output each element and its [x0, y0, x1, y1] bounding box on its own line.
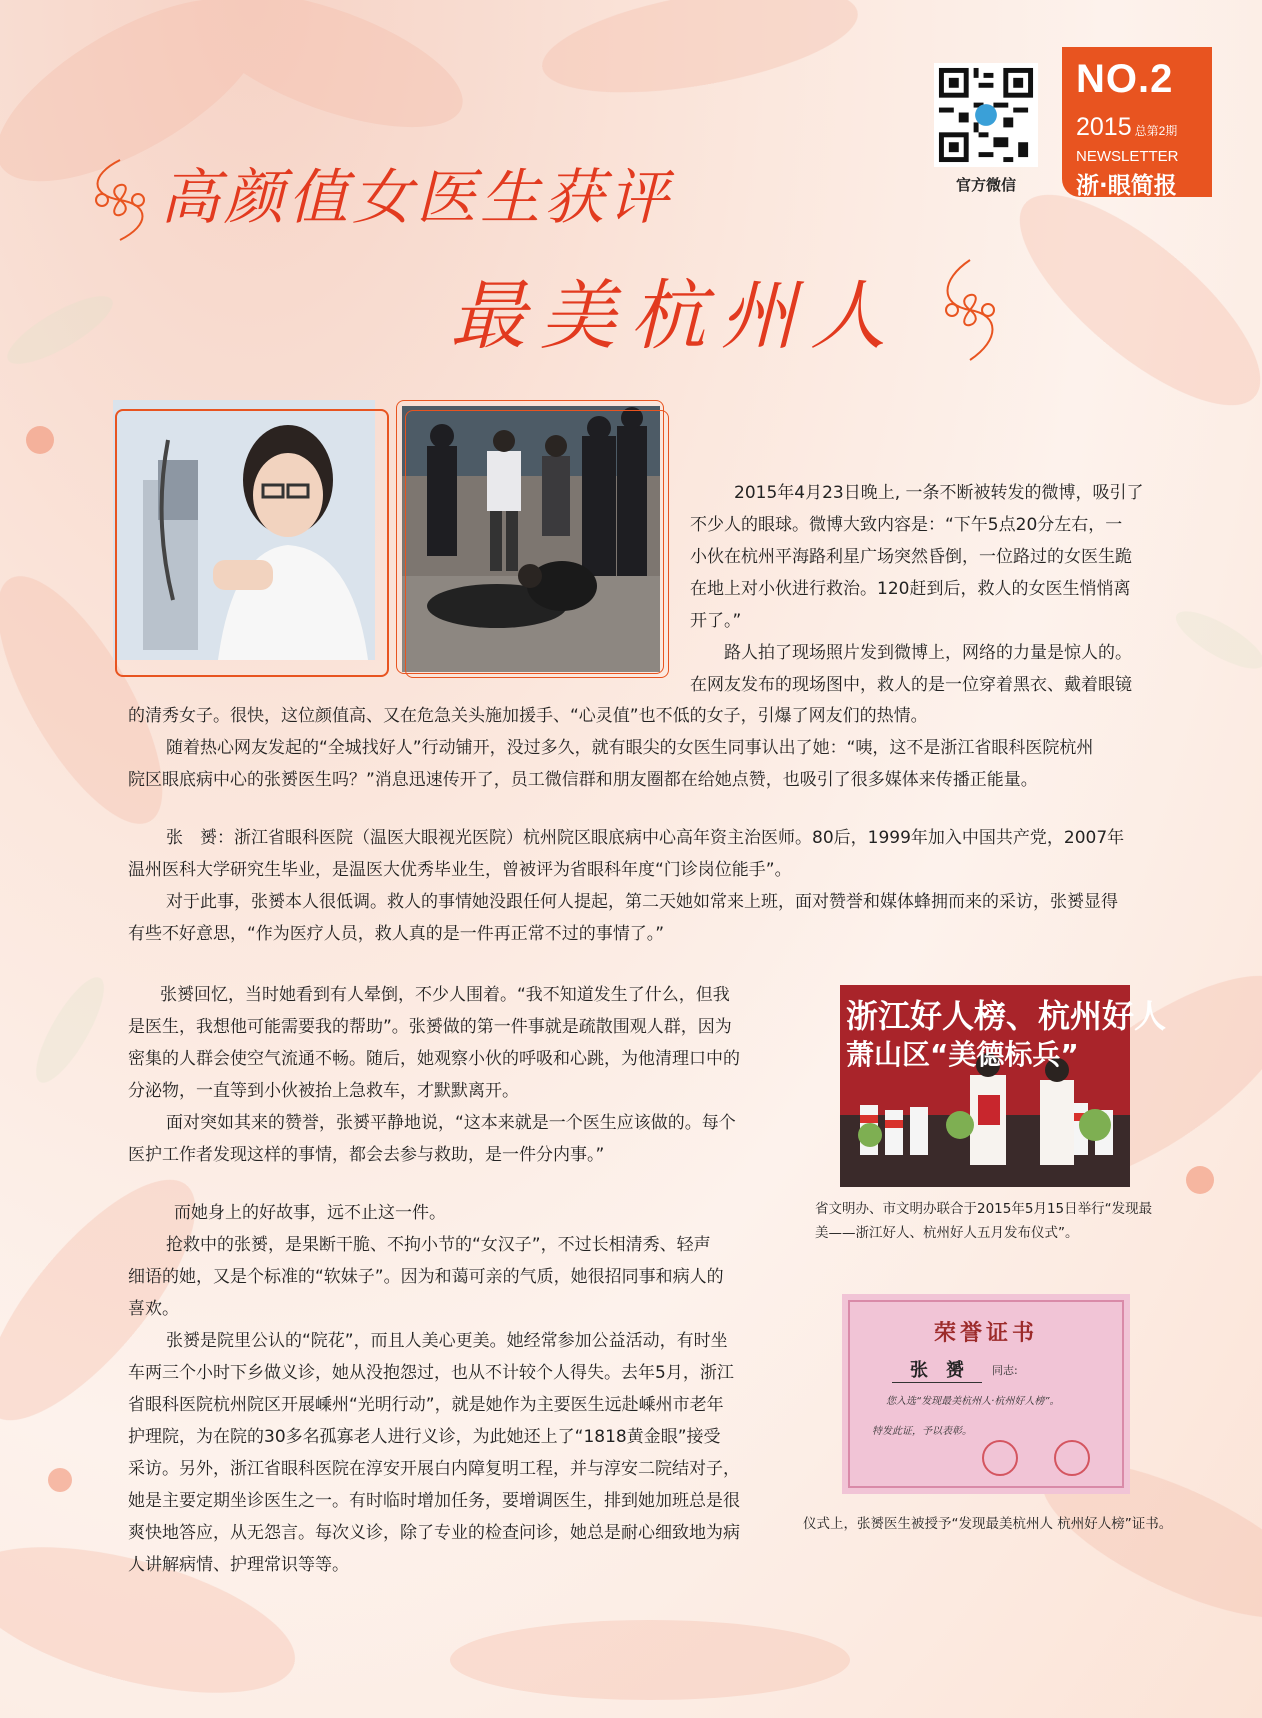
article-text: 不少人的眼球。微博大致内容是：“下午5点20分左右，一 — [690, 515, 1123, 535]
article-text: 开了。” — [690, 611, 742, 631]
certificate-title: 荣誉证书 — [933, 1320, 1038, 1346]
photo-frame — [115, 409, 389, 677]
article-text: 医护工作者发现这样的事情，都会去参与救助，是一件分内事。” — [128, 1145, 605, 1165]
headline-line1: 高颜值女医生获评 — [160, 163, 672, 233]
article-text: 小伙在杭州平海路利星广场突然昏倒，一位路过的女医生跪 — [690, 547, 1132, 567]
bio-text: 温州医科大学研究生毕业，是温医大优秀毕业生，曾被评为省眼科年度“门诊岗位能手”。 — [128, 860, 792, 880]
certificate-caption: 仪式上，张赟医生被授予“发现最美杭州人 杭州好人榜”证书。 — [803, 1516, 1173, 1532]
certificate-seal-1 — [982, 1440, 1018, 1476]
certificate-image — [842, 1294, 1130, 1494]
ceremony-caption — [815, 1197, 1152, 1245]
certificate-name: 张 赟 — [892, 1356, 982, 1383]
article-text: 路人拍了现场照片发到微博上，网络的力量是惊人的。 — [724, 643, 1132, 663]
article-text: 分泌物，一直等到小伙被抬上急救车，才默默离开。 — [128, 1081, 519, 1101]
ceremony-banner-1: 浙江好人榜、杭州好人 — [846, 997, 1167, 1035]
article-text: 喜欢。 — [128, 1299, 179, 1319]
swirl-ornament-right — [930, 255, 1010, 365]
issue-badge — [1062, 47, 1212, 197]
issue-year: 2015 总第2期 — [1076, 113, 1178, 141]
article-text: 2015年4月23日晚上, 一条不断被转发的微博，吸引了 — [734, 483, 1144, 503]
article-text: 而她身上的好故事，远不止这一件。 — [174, 1203, 446, 1223]
qr-label: 官方微信 — [955, 176, 1016, 194]
qr-code[interactable] — [934, 63, 1038, 167]
swirl-ornament-left — [80, 155, 160, 245]
newsletter-name: 浙·眼简报 — [1076, 173, 1177, 199]
article-text: 车两三个小时下乡做义诊，她从没抱怨过，也从不计较个人得失。去年5月，浙江 — [128, 1363, 734, 1383]
article-text: 院区眼底病中心的张赟医生吗？”消息迅速传开了，员工微信群和朋友圈都在给她点赞，也吸引了很多媒体来传播正能量。 — [128, 770, 1038, 790]
bio-text: 张 赟：浙江省眼科医院（温医大眼视光医院）杭州院区眼底病中心高年资主治医师。80后，1999年加入中国共产党，2007年 — [166, 828, 1125, 848]
article-text: 护理院，为在院的30多名孤寡老人进行义诊，为此她还上了“1818黄金眼”接受 — [128, 1427, 721, 1447]
article-text: 对于此事，张赟本人很低调。救人的事情她没跟任何人提起，第二天她如常来上班，面对赞誉和媒体蜂拥而来的采访，张赟显得 — [166, 892, 1118, 912]
certificate-seal-2 — [1054, 1440, 1090, 1476]
certificate-closing: 特发此证，予以表彰。 — [872, 1426, 972, 1437]
article-text: 面对突如其来的赞誉，张赟平静地说，“这本来就是一个医生应该做的。每个 — [166, 1113, 736, 1133]
article-text: 张赟回忆，当时她看到有人晕倒，不少人围着。“我不知道发生了什么，但我 — [160, 985, 730, 1005]
issue-number: NO.2 — [1076, 57, 1174, 101]
article-text: 在网友发布的现场图中，救人的是一位穿着黑衣、戴着眼镜 — [690, 675, 1132, 695]
newsletter-label: NEWSLETTER — [1076, 148, 1179, 165]
article-text: 采访。另外，浙江省眼科医院在淳安开展白内障复明工程，并与淳安二院结对子， — [128, 1459, 740, 1479]
caption-line: 省文明办、市文明办联合于2015年5月15日举行“发现最 — [815, 1201, 1153, 1217]
article-text: 人讲解病情、护理常识等等。 — [128, 1555, 349, 1575]
certificate-salute: 同志: — [992, 1364, 1018, 1377]
article-text: 在地上对小伙进行救治。120赶到后，救人的女医生悄悄离 — [690, 579, 1131, 599]
article-text: 随着热心网友发起的“全城找好人”行动铺开，没过多久，就有眼尖的女医生同事认出了她：“咦，这不是浙江省眼科医院杭州 — [166, 738, 1094, 758]
article-text: 她是主要定期坐诊医生之一。有时临时增加任务，要增调医生，排到她加班总是很 — [128, 1491, 740, 1511]
caption-line: 美——浙江好人、杭州好人五月发布仪式”。 — [815, 1225, 1079, 1241]
article-text: 是医生，我想他可能需要我的帮助”。张赟做的第一件事就是疏散围观人群，因为 — [128, 1017, 732, 1037]
certificate-body: 您入选“发现最美杭州人·杭州好人榜”。 — [886, 1396, 1060, 1407]
ceremony-banner-2: 萧山区“美德标兵” — [846, 1038, 1079, 1071]
article-text: 爽快地答应，从无怨言。每次义诊，除了专业的检查问诊，她总是耐心细致地为病 — [128, 1523, 740, 1543]
article-text: 有些不好意思，“作为医疗人员，救人真的是一件再正常不过的事情了。” — [128, 924, 665, 944]
article-text: 省眼科医院杭州院区开展嵊州“光明行动”，就是她作为主要医生远赴嵊州市老年 — [128, 1395, 724, 1415]
article-text: 密集的人群会使空气流通不畅。随后，她观察小伙的呼吸和心跳，为他清理口中的 — [128, 1049, 740, 1069]
photo-frame — [405, 410, 669, 678]
article-text: 张赟是院里公认的“院花”，而且人美心更美。她经常参加公益活动，有时坐 — [166, 1331, 728, 1351]
headline-line2: 最美杭州人 — [450, 271, 900, 360]
article-text: 细语的她，又是个标准的“软妹子”。因为和蔼可亲的气质，她很招同事和病人的 — [128, 1267, 724, 1287]
article-text: 的清秀女子。很快，这位颜值高、又在危急关头施加援手、“心灵值”也不低的女子，引爆了网友们的热情。 — [128, 706, 928, 726]
article-text: 抢救中的张赟，是果断干脆、不拘小节的“女汉子”，不过长相清秀、轻声 — [166, 1235, 711, 1255]
ceremony-photo — [840, 985, 1167, 1187]
